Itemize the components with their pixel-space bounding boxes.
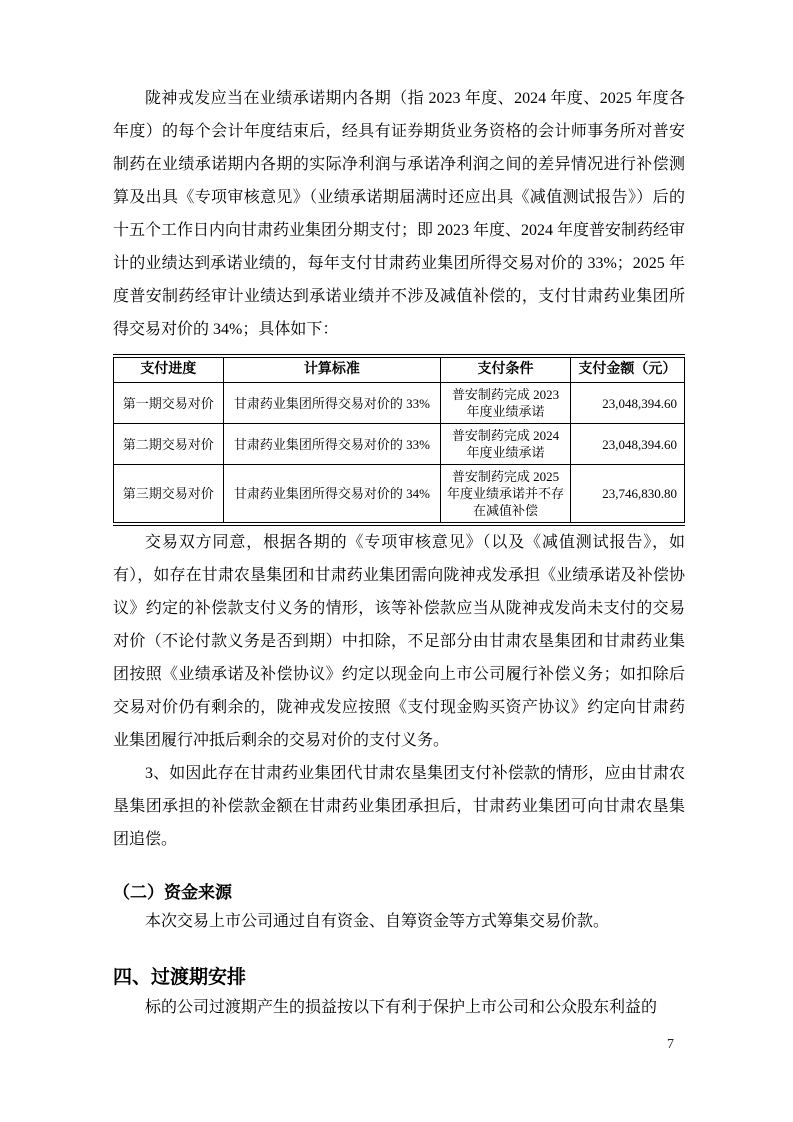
payment-schedule-table <box>113 354 685 526</box>
paragraph-transition-period-intro: 标的公司过渡期产生的损益按以下有利于保护上市公司和公众股东利益的 <box>145 999 658 1016</box>
table-header-row <box>114 356 685 383</box>
page-content <box>113 82 685 1024</box>
table-row <box>114 465 685 525</box>
table-header-calculation-standard: 计算标准 <box>223 356 441 383</box>
cell-calculation-standard: 甘肃药业集团所得交易对价的 33% <box>223 383 441 424</box>
table-row <box>114 383 685 424</box>
cell-payment-amount: 23,048,394.60 <box>570 424 684 465</box>
table-header-payment-condition: 支付条件 <box>441 356 571 383</box>
table-header-payment-stage: 支付进度 <box>114 356 224 383</box>
paragraph-recourse-clause: 3、如因此存在甘肃药业集团代甘肃农垦集团支付补偿款的情形，应由甘肃农垦集团承担的补偿款金额在甘肃药业集团承担后，甘肃药业集团可向甘肃农垦集团追偿。 <box>113 765 685 848</box>
section-heading-funding-source: （二）资金来源 <box>113 883 232 902</box>
cell-calculation-standard: 甘肃药业集团所得交易对价的 34% <box>223 465 441 525</box>
chapter-heading-transition-period: 四、过渡期安排 <box>113 967 247 988</box>
page-number: 7 <box>667 1037 674 1052</box>
table-header-payment-amount: 支付金额（元） <box>570 356 684 383</box>
cell-payment-stage: 第二期交易对价 <box>114 424 224 465</box>
cell-payment-amount: 23,048,394.60 <box>570 383 684 424</box>
cell-calculation-standard: 甘肃药业集团所得交易对价的 33% <box>223 424 441 465</box>
paragraph-performance-commitment-payment: 陇神戎发应当在业绩承诺期内各期（指 2023 年度、2024 年度、2025 年度各年度）的每个会计年度结束后，经具有证券期货业务资格的会计师事务所对普安制药在业绩承诺期内各期的实际净利润与承诺净利润之间的差异情况进行补偿测算及出具《专项审核意见》（业绩承诺期届满时还应出具《减值测试报告》）后的十五个工作日内向甘肃药业集团分期支付；即 2023 年度、2024 年度普安制药经审计的业绩达到承诺业绩的，每年支付甘肃药业集团所得交易对价的 33%；2025 年度普安制药经审计业绩达到承诺业绩并不涉及减值补偿的，支付甘肃药业集团所得交易对价的 34%；具体如下： <box>113 90 686 338</box>
paragraph-compensation-deduction: 交易双方同意，根据各期的《专项审核意见》（以及《减值测试报告》，如有），如存在甘肃农垦集团和甘肃药业集团需向陇神戎发承担《业绩承诺及补偿协议》约定的补偿款支付义务的情形，该等补偿款应当从陇神戎发尚未支付的交易对价（不论付款义务是否到期）中扣除，不足部分由甘肃农垦集团和甘肃药业集团按照《业绩承诺及补偿协议》约定以现金向上市公司履行补偿义务；如扣除后交易对价仍有剩余的，陇神戎发应按照《支付现金购买资产协议》约定向甘肃药业集团履行冲抵后剩余的交易对价的支付义务。 <box>113 534 685 749</box>
cell-payment-stage: 第三期交易对价 <box>114 465 224 525</box>
cell-payment-condition: 普安制药完成 2025 年度业绩承诺并不存在减值补偿 <box>441 465 571 525</box>
cell-payment-amount: 23,746,830.80 <box>570 465 684 525</box>
table-row <box>114 424 685 465</box>
cell-payment-condition: 普安制药完成 2024 年度业绩承诺 <box>441 424 571 465</box>
cell-payment-stage: 第一期交易对价 <box>114 383 224 424</box>
cell-payment-condition: 普安制药完成 2023 年度业绩承诺 <box>441 383 571 424</box>
paragraph-funding-source: 本次交易上市公司通过自有资金、自筹资金等方式筹集交易价款。 <box>145 913 610 930</box>
